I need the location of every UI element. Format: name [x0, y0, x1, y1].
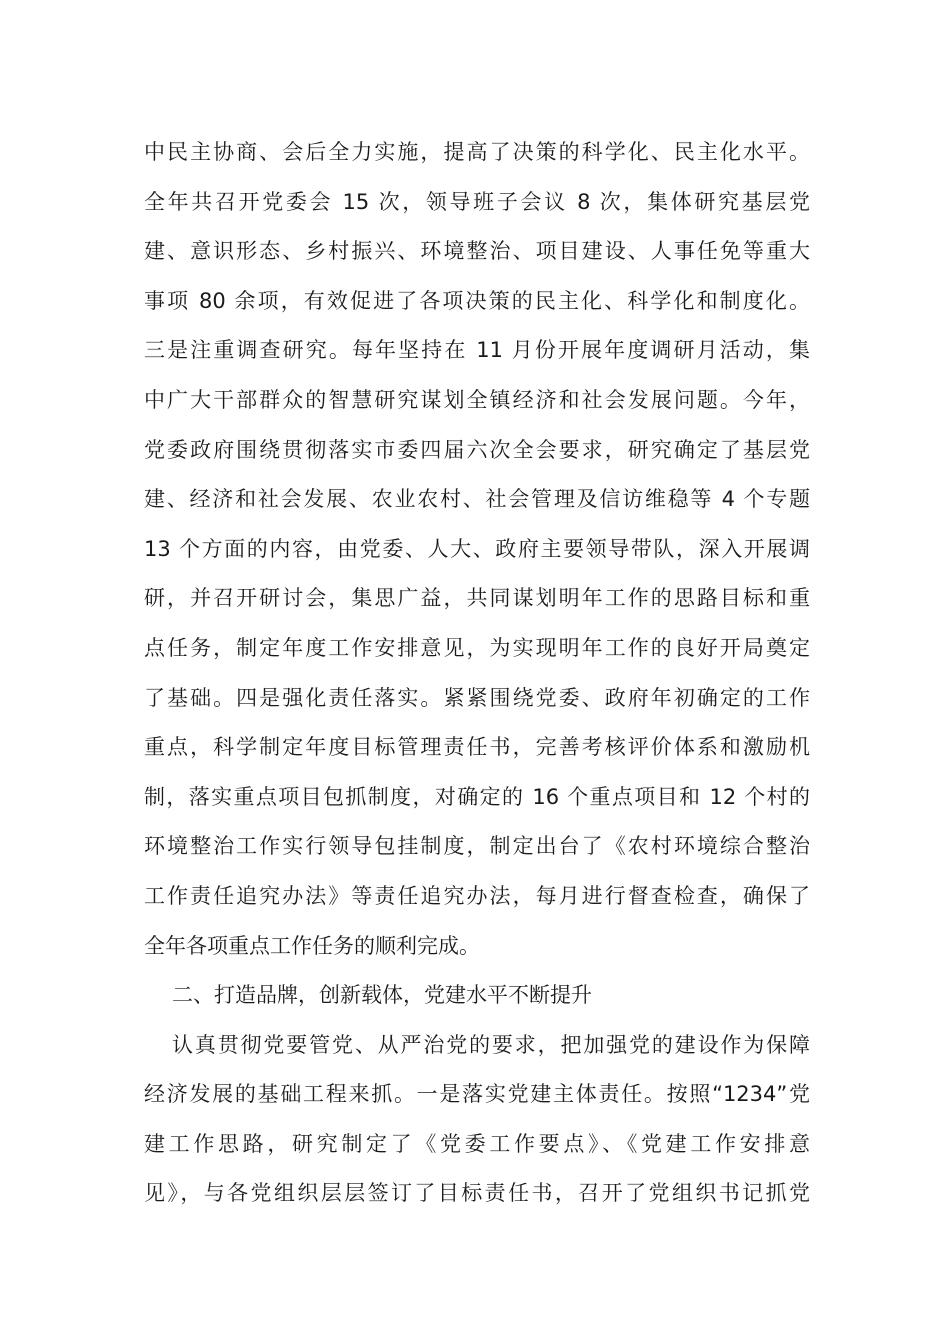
text-line: 建、意识形态、乡村振兴、环境整治、项目建设、人事任免等重大 — [144, 239, 810, 264]
text-line: 工作责任追究办法》等责任追究办法，每月进行督查检查，确保了 — [144, 883, 810, 908]
text-line: 中广大干部群众的智慧研究谋划全镇经济和社会发展问题。今年， — [144, 387, 810, 412]
text-line: 点任务，制定年度工作安排意见，为实现明年工作的良好开局奠定 — [144, 635, 810, 660]
text-line: 认真贯彻党要管党、从严治党的要求，把加强党的建设作为保障 — [172, 1032, 810, 1057]
text-line: 事项 80 余项，有效促进了各项决策的民主化、科学化和制度化。 — [144, 288, 810, 313]
text-line: 建工作思路，研究制定了《党委工作要点》、《党建工作安排意 — [144, 1131, 810, 1156]
text-line: 了基础。四是强化责任落实。紧紧围绕党委、政府年初确定的工作 — [144, 685, 810, 710]
text-line: 13 个方面的内容，由党委、人大、政府主要领导带队，深入开展调 — [144, 536, 810, 561]
text-line: 重点，科学制定年度目标管理责任书，完善考核评价体系和激励机 — [144, 735, 810, 760]
text-line: 经济发展的基础工程来抓。一是落实党建主体责任。按照“1234”党 — [144, 1082, 810, 1107]
text-line: 中民主协商、会后全力实施，提高了决策的科学化、民主化水平。 — [144, 140, 810, 164]
text-line: 环境整治工作实行领导包挂制度，制定出台了《农村环境综合整治 — [144, 834, 810, 859]
text-line: 三是注重调查研究。每年坚持在 11 月份开展年度调研月活动，集 — [144, 338, 810, 363]
body-text — [144, 128, 810, 1219]
text-line: 全年各项重点工作任务的顺利完成。 — [144, 933, 480, 958]
text-line: 见》，与各党组织层层签订了目标责任书，召开了党组织书记抓党 — [144, 1181, 810, 1206]
text-line: 全年共召开党委会 15 次，领导班子会议 8 次，集体研究基层党 — [144, 189, 810, 214]
text-line: 研，并召开研讨会，集思广益，共同谋划明年工作的思路目标和重 — [144, 586, 810, 611]
text-line: 建、经济和社会发展、农业农村、社会管理及信访维稳等 4 个专题 — [144, 487, 810, 512]
section-heading: 二、打造品牌，创新载体，党建水平不断提升 — [172, 983, 592, 1008]
text-line: 党委政府围绕贯彻落实市委四届六次全会要求，研究确定了基层党 — [144, 437, 810, 462]
text-line: 制，落实重点项目包抓制度，对确定的 16 个重点项目和 12 个村的 — [144, 784, 810, 809]
